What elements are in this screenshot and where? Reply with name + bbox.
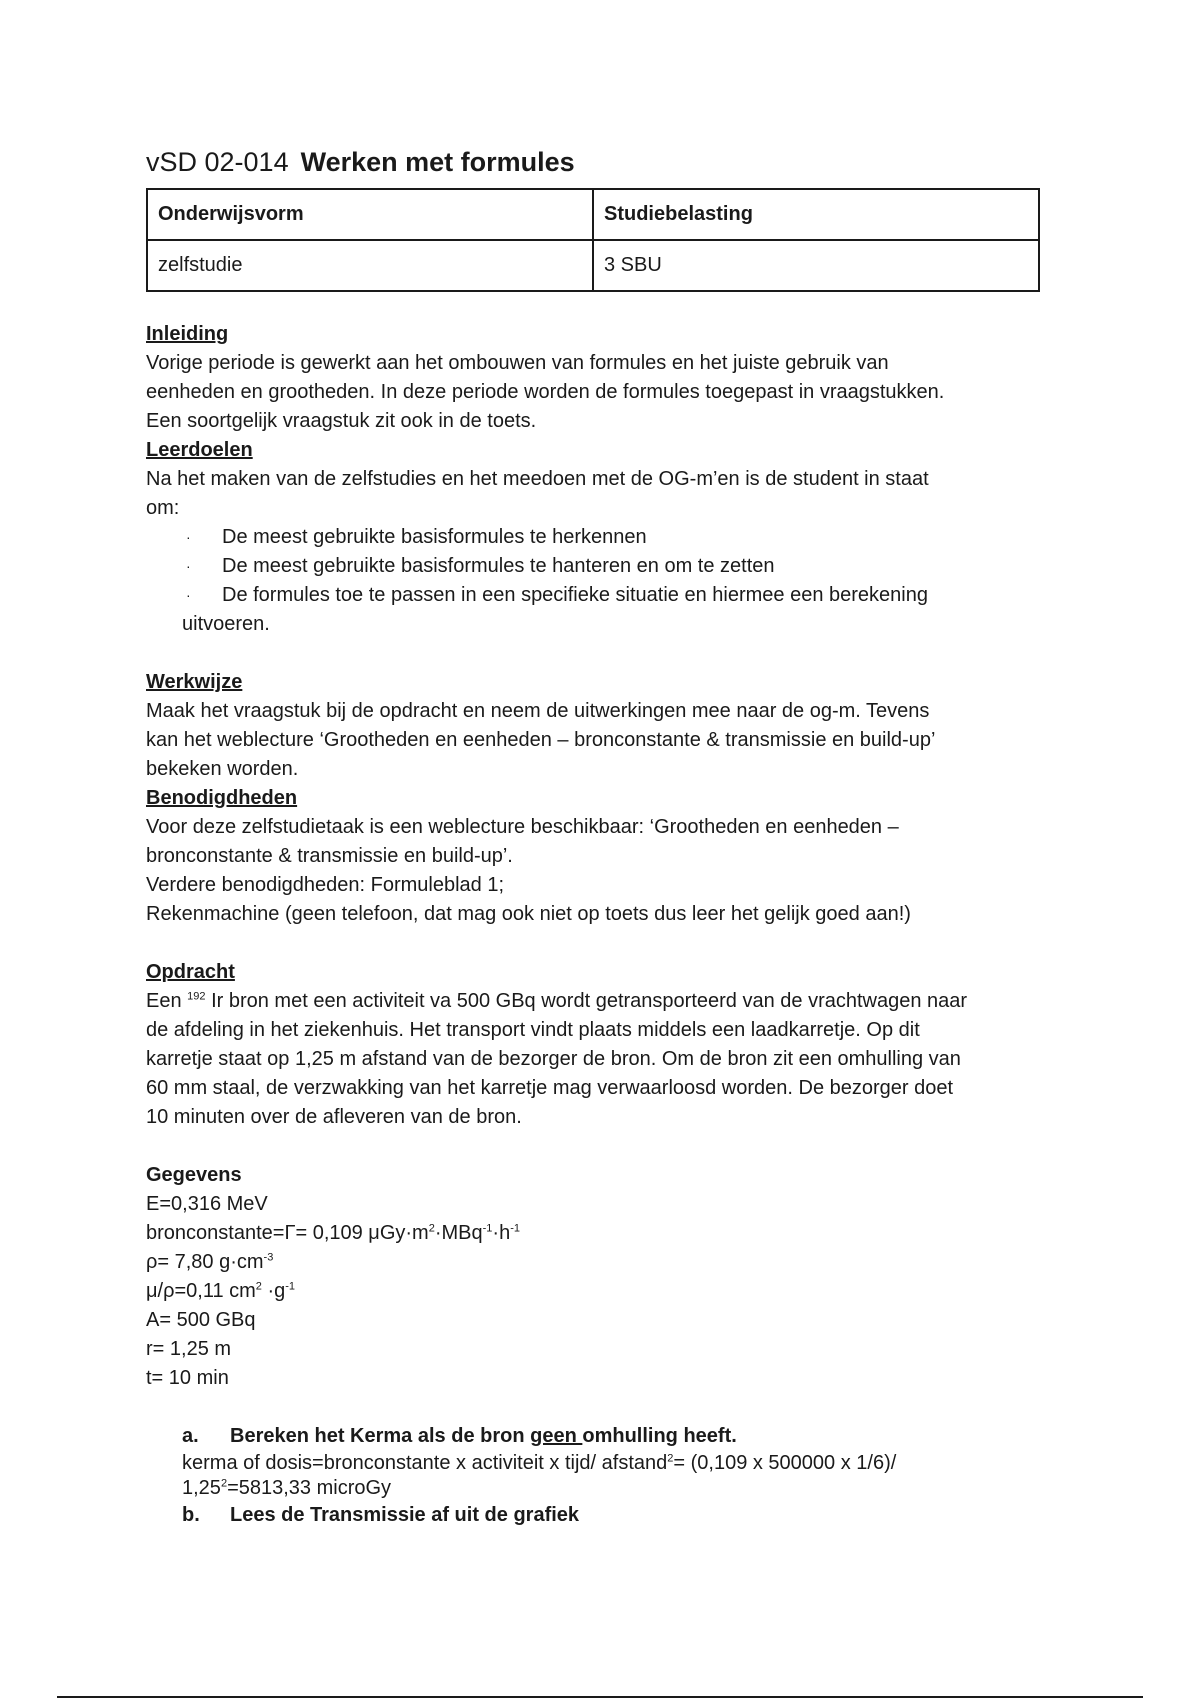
paragraph-line: de afdeling in het ziekenhuis. Het transport vindt plaats middels een laadkarretje. Op dit [146, 1019, 920, 1041]
table-row [147, 240, 1039, 291]
paragraph-line: Verdere benodigdheden: Formuleblad 1; [146, 874, 505, 896]
paragraph-line: 60 mm staal, de verzwakking van het karretje mag verwaarloosd worden. De bezorger doet [146, 1077, 954, 1099]
document-page [146, 140, 1076, 1530]
question-b: b. Lees de Transmissie af uit de grafiek [146, 1501, 1076, 1530]
section-heading-inleiding: Inleiding [146, 323, 229, 345]
section-heading-benodigdheden: Benodigdheden [146, 787, 298, 809]
given-time: t= 10 min [146, 1367, 229, 1389]
document-title: Werken met formules [300, 147, 575, 177]
bullet-icon: · [186, 587, 191, 603]
section-heading-werkwijze: Werkwijze [146, 671, 243, 693]
given-distance: r= 1,25 m [146, 1338, 232, 1360]
list-item: · De meest gebruikte basisformules te herkennen [146, 523, 1076, 552]
paragraph-line: karretje staat op 1,25 m afstand van de bezorger de bron. Om de bron zit een omhulling van [146, 1048, 961, 1070]
paragraph-line: eenheden en grootheden. In deze periode worden de formules toegepast in vraagstukken. [146, 381, 945, 403]
question-label: b. [182, 1504, 200, 1526]
meta-table [146, 188, 1040, 292]
section-heading-gegevens: Gegevens [146, 1164, 242, 1186]
paragraph-line: bronconstante & transmissie en build-up’. [146, 845, 513, 867]
given-activity: A= 500 GBq [146, 1309, 256, 1331]
given-energy: E=0,316 MeV [146, 1193, 268, 1215]
given-density: ρ= 7,80 $g\cdot cm^{-3}$ [146, 1251, 274, 1273]
list-item: · De meest gebruikte basisformules te hanteren en om te zetten [146, 552, 1076, 581]
list-item: · De formules toe te passen in een specifieke situatie en hiermee een berekening [146, 581, 1076, 610]
question-label: a. [182, 1425, 199, 1447]
document-code: vSD 02-014 [146, 147, 289, 177]
paragraph-line: Rekenmachine (geen telefoon, dat mag ook niet op toets dus leer het gelijk goed aan!) [146, 903, 911, 925]
question-a: a. Bereken het Kerma als de bron geen omhulling heeft. [146, 1422, 1076, 1451]
paragraph-line: 10 minuten over de afleveren van de bron. [146, 1106, 522, 1128]
table-header-studiebelasting: Studiebelasting [593, 189, 1039, 240]
paragraph-line: Voor deze zelfstudietaak is een weblecture beschikbaar: ‘Grootheden en eenheden – [146, 816, 899, 838]
section-heading-leerdoelen: Leerdoelen [146, 439, 253, 461]
paragraph-line: Een $^{192}$ Ir bron met een activiteit va 500 GBq wordt getransporteerd van de vrachtwagen naar [146, 990, 968, 1012]
answer-a-line: $1,25^2=5813,33$ microGy [182, 1477, 392, 1499]
answer-a-line: kerma of dosis=bronconstante x activiteit x tijd/ afstand$^2$= (0,109 x 500000 x 1/6)/ [182, 1452, 897, 1474]
page-bottom-rule [57, 1696, 1143, 1698]
table-cell-onderwijsvorm: zelfstudie [147, 240, 593, 291]
list-item-continuation: uitvoeren. [182, 613, 270, 635]
paragraph-line: Een soortgelijk vraagstuk zit ook in de toets. [146, 410, 537, 432]
paragraph-line: om: [146, 497, 180, 519]
table-row [147, 189, 1039, 240]
bullet-icon: · [186, 529, 191, 545]
isotope-mass-number: 192 [187, 990, 206, 1003]
bullet-icon: · [186, 558, 191, 574]
given-bronconstante: bronconstante=Γ= 0,109 $\mu Gy\cdot m^2\cdot MBq^{-1}\cdot h^{-1}$ [146, 1222, 520, 1244]
table-cell-studiebelasting: 3 SBU [593, 240, 1039, 291]
table-header-onderwijsvorm: Onderwijsvorm [147, 189, 593, 240]
paragraph-line: Na het maken van de zelfstudies en het meedoen met de OG-m’en is de student in staat [146, 468, 929, 490]
page-title [146, 140, 1076, 184]
paragraph-line: Maak het vraagstuk bij de opdracht en neem de uitwerkingen mee naar de og-m. Tevens [146, 700, 930, 722]
paragraph-line: Vorige periode is gewerkt aan het ombouwen van formules en het juiste gebruik van [146, 352, 889, 374]
section-heading-opdracht: Opdracht [146, 961, 235, 983]
paragraph-line: bekeken worden. [146, 758, 299, 780]
paragraph-line: kan het weblecture ‘Grootheden en eenheden – bronconstante & transmissie en build-up’ [146, 729, 936, 751]
given-mass-attenuation: μ/ρ=0,11 $cm^2 \cdot g^{-1}$ [146, 1280, 296, 1302]
